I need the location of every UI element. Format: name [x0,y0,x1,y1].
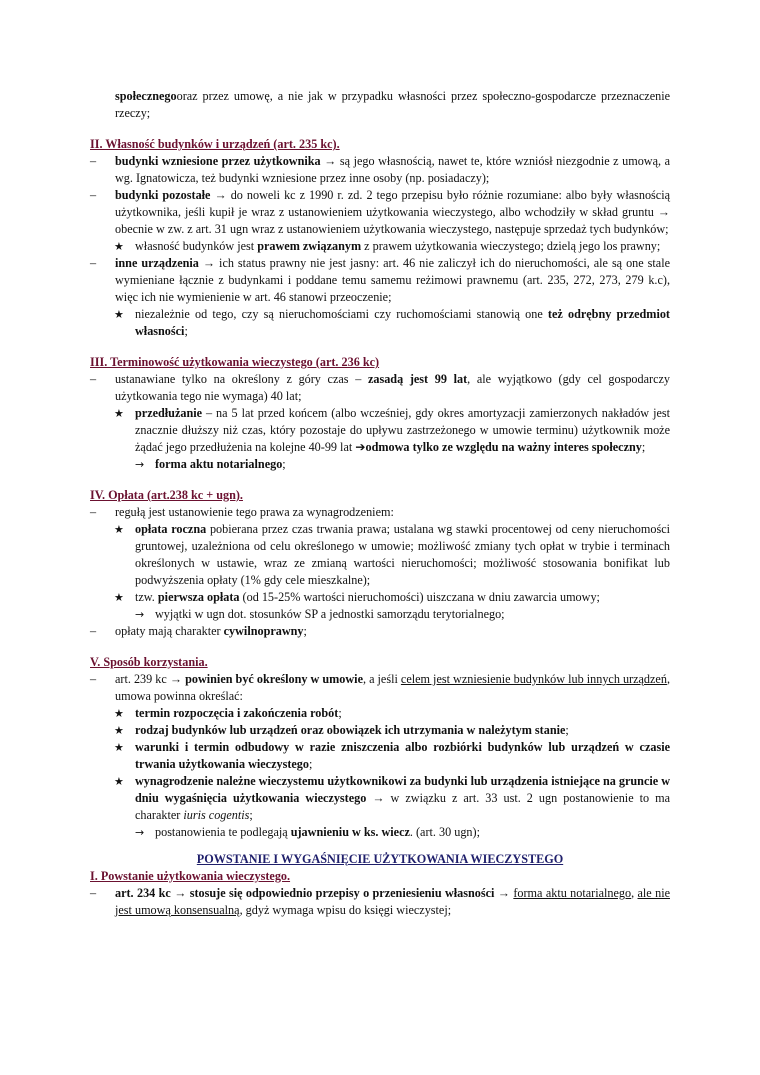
list-subitem: ★ wynagrodzenie należne wieczystemu użytkownikowi za budynki lub urządzenia istniejące na gruncie w dniu wygaśnięcia użytkowania wieczystego → w związku z art. 33 ust. 2 ugn postanowienie to ma charakter iuris cogentis; [90,773,670,824]
list-subsubitem: → forma aktu notarialnego; [90,456,670,473]
list-subitem: ★ warunki i termin odbudowy w razie zniszczenia albo rozbiórki budynków lub urządzeń w czasie trwania użytkowania wieczystego; [90,739,670,773]
list-item: – art. 234 kc → stosuje się odpowiednio przepisy o przeniesieniu własności → forma aktu notarialnego, ale nie jest umową konsensualną, gdyż wymaga wpisu do księgi wieczystej; [90,885,670,919]
section-heading-ownership: II. Własność budynków i urządzeń (art. 235 kc). [90,137,340,151]
list-item: – budynki wzniesione przez użytkownika → są jego własnością, nawet te, które wzniósł niezgodnie z umową, a wg. Ignatowicza, też budynki wzniesione przez inne osoby (np. posiadaczy); [90,153,670,187]
list-item: – regułą jest ustanowienie tego prawa za wynagrodzeniem: [90,504,670,521]
list-subitem: ★ tzw. pierwsza opłata (od 15-25% wartości nieruchomości) uiszczana w dniu zawarcia umowy; [90,589,670,606]
paragraph-continuation: społecznegooraz przez umowę, a nie jak w przypadku własności przez społeczno-gospodarcze przeznaczenie rzeczy; [115,89,670,120]
list-item: – inne urządzenia → ich status prawny nie jest jasny: art. 46 nie zaliczył ich do nieruchomości, ale są one stale wymieniane łącznie z budynkami i poddane temu samemu reżimowi prawnemu (art. 235, 272, 273, 279 k.c), więc ich nie wymienienie w art. 46 stanowi przeoczenie; [90,255,670,306]
list-subitem: ★ niezależnie od tego, czy są nieruchomościami czy ruchomościami stanowią one też odrębny przedmiot własności; [90,306,670,340]
section-heading-term: III. Terminowość użytkowania wieczystego (art. 236 kc) [90,355,380,369]
list-subitem: ★ rodzaj budynków lub urządzeń oraz obowiązek ich utrzymania w należytym stanie; [90,722,670,739]
list-subsubitem: → wyjątki w ugn dot. stosunków SP a jednostki samorządu terytorialnego; [90,606,670,623]
chapter-heading: POWSTANIE I WYGAŚNIĘCIE UŻYTKOWANIA WIECZYSTEGO [196,852,564,866]
list-item: – budynki pozostałe → do noweli kc z 1990 r. zd. 2 tego przepisu było różnie rozumiane: albo były własnością użytkownika, jeśli kupił je wraz z ustanowieniem użytkowania wieczystego, albo wchodziły w skład gruntu → obecnie w zw. z art. 31 ugn wraz z ustanowieniem użytkowania wieczystego, następuje sprzedaż tych budynków; [90,187,670,238]
section-heading-use: V. Sposób korzystania. [90,655,208,669]
list-subitem: ★ termin rozpoczęcia i zakończenia robót; [90,705,670,722]
list-subitem: ★ własność budynków jest prawem związanym z prawem użytkowania wieczystego; dzielą jego los prawny; [90,238,670,255]
list-subitem: ★ opłata roczna pobierana przez czas trwania prawa; ustalana wg stawki procentowej od ceny nieruchomości gruntowej, uzależniona od celu określonego w umowie; możliwość zmiany tych opłat w trybie i terminach określonych w ustawie, wraz ze zmianą wartości nieruchomości; możliwość stosowania bonifikat lub podwyższenia opłaty (1% gdy cele mieszkalne); [90,521,670,589]
section-heading-creation: I. Powstanie użytkowania wieczystego. [90,869,291,883]
document-body [90,88,670,919]
list-subitem: ★ przedłużanie – na 5 lat przed końcem (albo wcześniej, gdy okres amortyzacji zamierzonych nakładów jest znacznie dłuższy niż czas, który pozostaje do upływu zastrzeżonego w umowie terminu) użytkownik może żądać jego przedłużenia na kolejne 40-99 lat ➔odmowa tylko ze względu na ważny interes społeczny; [90,405,670,456]
list-subsubitem: → postanowienia te podlegają ujawnieniu w ks. wiecz. (art. 30 ugn); [90,824,670,841]
list-item: – art. 239 kc → powinien być określony w umowie, a jeśli celem jest wzniesienie budynków lub innych urządzeń, umowa powinna określać: [90,671,670,705]
list-item: – opłaty mają charakter cywilnoprawny; [90,623,670,640]
list-item: – ustanawiane tylko na określony z góry czas – zasadą jest 99 lat, ale wyjątkowo (gdy cel gospodarczy użytkowania tego nie wymaga) 40 lat; [90,371,670,405]
section-heading-fee: IV. Opłata (art.238 kc + ugn). [90,488,243,502]
